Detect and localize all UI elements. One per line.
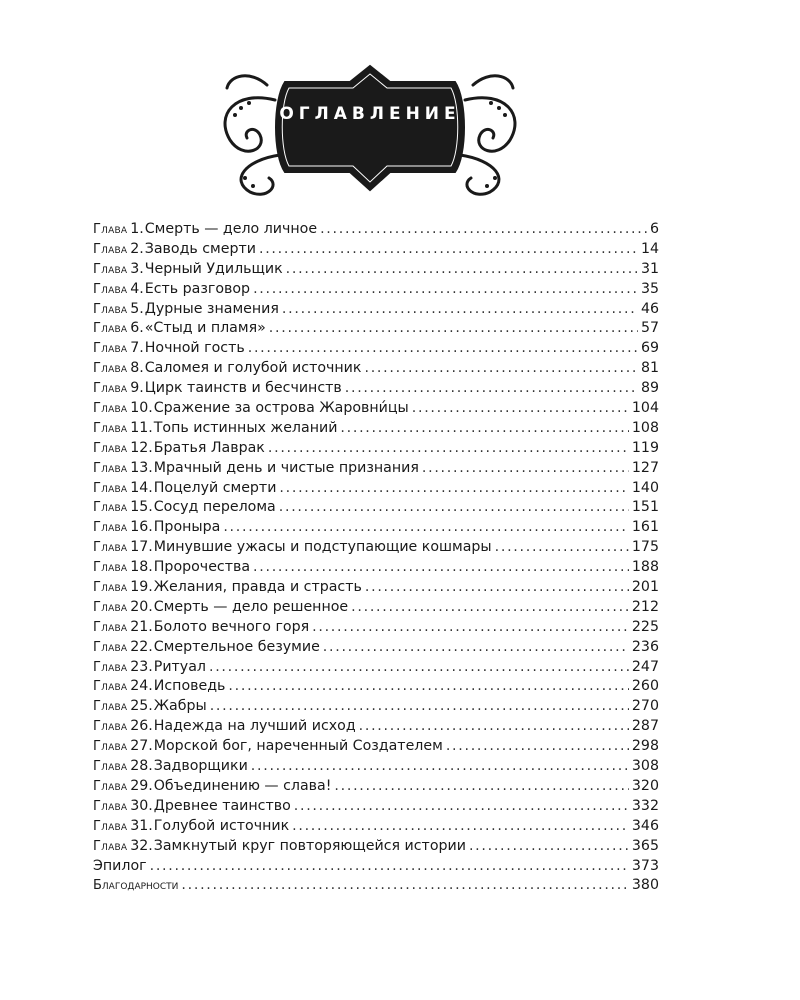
chapter-title: Желания, правда и страсть [153,579,362,596]
chapter-number: 10. [130,400,153,417]
toc-entry-chapter-30 [93,797,659,817]
page-number: 175 [631,539,659,556]
dot-leader [282,300,638,320]
dot-leader [259,240,638,260]
toc-entry-chapter-15 [93,498,659,518]
chapter-number: 8. [130,360,144,377]
chapter-number: 13. [130,459,153,476]
chapter-number: 12. [130,439,153,456]
toc-entry-chapter-2 [93,240,659,260]
page-number: 188 [631,559,659,576]
dot-leader [469,837,629,857]
chapter-prefix: Глава [93,241,128,257]
page-number: 332 [631,797,659,814]
chapter-title: Топь истинных желаний [153,419,338,436]
dot-leader [364,359,637,379]
toc-entry-chapter-12 [93,439,659,459]
chapter-title: Смертельное безумие [153,638,320,655]
dot-leader [320,220,647,240]
chapter-prefix: Глава [93,679,128,695]
dot-leader [323,638,629,658]
chapter-title: Сражение за острова Жаровни́цы [153,400,409,417]
dot-leader [279,479,628,499]
chapter-title: Братья Лаврак [153,439,265,456]
extra-title: Эпилог [93,857,147,874]
chapter-prefix: Глава [93,540,128,556]
chapter-number: 29. [130,777,153,794]
chapter-title: Мрачный день и чистые признания [153,459,419,476]
page-number: 161 [631,519,659,536]
chapter-prefix: Глава [93,560,128,576]
page-number: 212 [631,598,659,615]
dot-leader [253,280,638,300]
toc-entry-chapter-14 [93,479,659,499]
chapter-prefix: Глава [93,281,128,297]
chapter-prefix: Глава [93,341,128,357]
page-number: 127 [631,459,659,476]
chapter-prefix: Глава [93,798,128,814]
dot-leader [279,498,629,518]
page-number: 201 [631,579,659,596]
page-number: 320 [631,777,659,794]
page-number: 380 [631,877,659,894]
chapter-prefix: Глава [93,739,128,755]
chapter-number: 4. [130,280,144,297]
chapter-title: Поцелуй смерти [153,479,277,496]
dot-leader [209,658,629,678]
chapter-title: Морской бог, нареченный Создателем [153,738,443,755]
toc-entry-chapter-9 [93,379,659,399]
toc-entry-chapter-18 [93,558,659,578]
dot-leader [228,677,629,697]
chapter-number: 15. [130,499,153,516]
toc-entry-chapter-6 [93,319,659,339]
table-of-contents [93,220,659,896]
chapter-prefix: Глава [93,301,128,317]
chapter-number: 6. [130,320,144,337]
chapter-prefix: Глава [93,381,128,397]
dot-leader [286,260,638,280]
dot-leader [422,459,629,479]
chapter-prefix: Глава [93,321,128,337]
toc-entry-extra-1 [93,857,659,877]
dot-leader [345,379,638,399]
chapter-title: Ночной гость [144,340,245,357]
dot-leader [351,598,629,618]
page-number: 298 [631,738,659,755]
tentacle-frame-ornament [205,60,535,200]
dot-leader [181,876,629,896]
toc-entry-chapter-11 [93,419,659,439]
page-number: 140 [631,479,659,496]
chapter-number: 19. [130,579,153,596]
dot-leader [359,717,629,737]
toc-entry-chapter-3 [93,260,659,280]
page-number: 151 [631,499,659,516]
chapter-title: Смерть — дело личное [144,221,318,237]
toc-entry-chapter-10 [93,399,659,419]
dot-leader [340,419,628,439]
toc-entry-chapter-17 [93,538,659,558]
chapter-title: Цирк таинств и бесчинств [144,380,342,397]
chapter-title: Задворщики [153,758,248,775]
chapter-prefix: Глава [93,599,128,615]
chapter-title: Жабры [153,698,207,715]
dot-leader [269,319,638,339]
chapter-title: Надежда на лучший исход [153,718,356,735]
chapter-number: 9. [130,380,144,397]
toc-entry-chapter-24 [93,677,659,697]
chapter-title: Пророчества [153,559,251,576]
chapter-prefix: Глава [93,759,128,775]
page-title: ОГЛАВЛЕНИЕ [279,104,461,124]
chapter-title: Черный Удильщик [144,260,283,277]
toc-entry-chapter-29 [93,777,659,797]
chapter-number: 31. [130,817,153,834]
toc-entry-chapter-20 [93,598,659,618]
chapter-prefix: Глава [93,401,128,417]
chapter-prefix: Глава [93,619,128,635]
page-number: 108 [631,419,659,436]
dot-leader [223,518,629,538]
chapter-number: 3. [130,260,144,277]
page-number: 260 [631,678,659,695]
toc-entry-chapter-22 [93,638,659,658]
chapter-title: Смерть — дело решенное [153,598,349,615]
page-number: 247 [631,658,659,675]
toc-entry-chapter-4 [93,280,659,300]
toc-entry-chapter-31 [93,817,659,837]
dot-leader [334,777,628,797]
dot-leader [446,737,629,757]
chapter-number: 23. [130,658,153,675]
toc-entry-chapter-13 [93,459,659,479]
page-number: 225 [631,618,659,635]
page-number: 14 [640,240,659,257]
page-number: 81 [640,360,659,377]
header-banner [205,60,535,200]
chapter-prefix: Глава [93,838,128,854]
toc-entry-chapter-25 [93,697,659,717]
dot-leader [251,757,629,777]
page-number: 270 [631,698,659,715]
chapter-number: 28. [130,758,153,775]
page-number: 89 [640,380,659,397]
dot-leader [253,558,629,578]
chapter-number: 2. [130,240,144,257]
chapter-title: Заводь смерти [144,240,256,257]
chapter-title: Древнее таинство [153,797,291,814]
dot-leader [412,399,629,419]
chapter-prefix: Глава [93,639,128,655]
chapter-title: Болото вечного горя [153,618,310,635]
dot-leader [150,857,629,877]
toc-entry-chapter-23 [93,658,659,678]
chapter-number: 14. [130,479,153,496]
chapter-prefix: Глава [93,261,128,277]
dot-leader [365,578,629,598]
page-number: 308 [631,758,659,775]
chapter-title: Ритуал [153,658,206,675]
chapter-number: 18. [130,559,153,576]
page-number: 346 [631,817,659,834]
chapter-prefix: Глава [93,500,128,516]
chapter-title: Есть разговор [144,280,251,297]
toc-entry-extra-2 [93,876,659,896]
chapter-prefix: Глава [93,440,128,456]
dot-leader [312,618,629,638]
toc-entry-chapter-1 [93,220,659,240]
toc-entry-chapter-7 [93,339,659,359]
chapter-prefix: Глава [93,778,128,794]
chapter-number: 5. [130,300,144,317]
toc-entry-chapter-27 [93,737,659,757]
chapter-title: Минувшие ужасы и подступающие кошмары [153,539,492,556]
chapter-number: 20. [130,598,153,615]
page-number: 46 [640,300,659,317]
chapter-number: 22. [130,638,153,655]
chapter-prefix: Глава [93,818,128,834]
dot-leader [248,339,638,359]
chapter-title: Исповедь [153,678,226,695]
chapter-title: Замкнутый круг повторяющейся истории [153,837,466,854]
chapter-title: Сосуд перелома [153,499,276,516]
page-number: 287 [631,718,659,735]
chapter-title: Проныра [153,519,221,536]
chapter-number: 7. [130,340,144,357]
chapter-prefix: Глава [93,699,128,715]
dot-leader [294,797,629,817]
chapter-prefix: Глава [93,361,128,377]
chapter-title: Объединению — слава! [153,777,332,794]
chapter-prefix: Глава [93,222,128,237]
chapter-prefix: Глава [93,719,128,735]
toc-entry-chapter-19 [93,578,659,598]
chapter-number: 32. [130,837,153,854]
page-number: 6 [649,221,659,237]
chapter-prefix: Глава [93,480,128,496]
chapter-title: Саломея и голубой источник [144,360,362,377]
extra-title: Благодарности [93,878,179,894]
toc-entry-chapter-5 [93,300,659,320]
page-number: 35 [640,280,659,297]
chapter-title: «Стыд и пламя» [144,320,266,337]
dot-leader [210,697,629,717]
page-number: 31 [640,260,659,277]
page-number: 57 [640,320,659,337]
dot-leader [268,439,629,459]
chapter-number: 27. [130,738,153,755]
toc-entry-chapter-21 [93,618,659,638]
chapter-number: 21. [130,618,153,635]
dot-leader [292,817,629,837]
chapter-number: 17. [130,539,153,556]
page-number: 365 [631,837,659,854]
toc-entry-chapter-32 [93,837,659,857]
chapter-prefix: Глава [93,460,128,476]
page-number: 236 [631,638,659,655]
chapter-number: 24. [130,678,153,695]
page-number: 119 [631,439,659,456]
chapter-number: 25. [130,698,153,715]
page-number: 373 [631,857,659,874]
page-number: 104 [631,400,659,417]
chapter-number: 30. [130,797,153,814]
chapter-prefix: Глава [93,659,128,675]
toc-entry-chapter-28 [93,757,659,777]
chapter-number: 26. [130,718,153,735]
toc-entry-chapter-26 [93,717,659,737]
chapter-title: Дурные знамения [144,300,279,317]
chapter-prefix: Глава [93,580,128,596]
chapter-number: 1. [130,221,144,237]
page-number: 69 [640,340,659,357]
chapter-number: 11. [130,419,153,436]
chapter-prefix: Глава [93,520,128,536]
toc-entry-chapter-16 [93,518,659,538]
chapter-prefix: Глава [93,420,128,436]
toc-entry-chapter-8 [93,359,659,379]
dot-leader [495,538,629,558]
chapter-number: 16. [130,519,153,536]
chapter-title: Голубой источник [153,817,290,834]
